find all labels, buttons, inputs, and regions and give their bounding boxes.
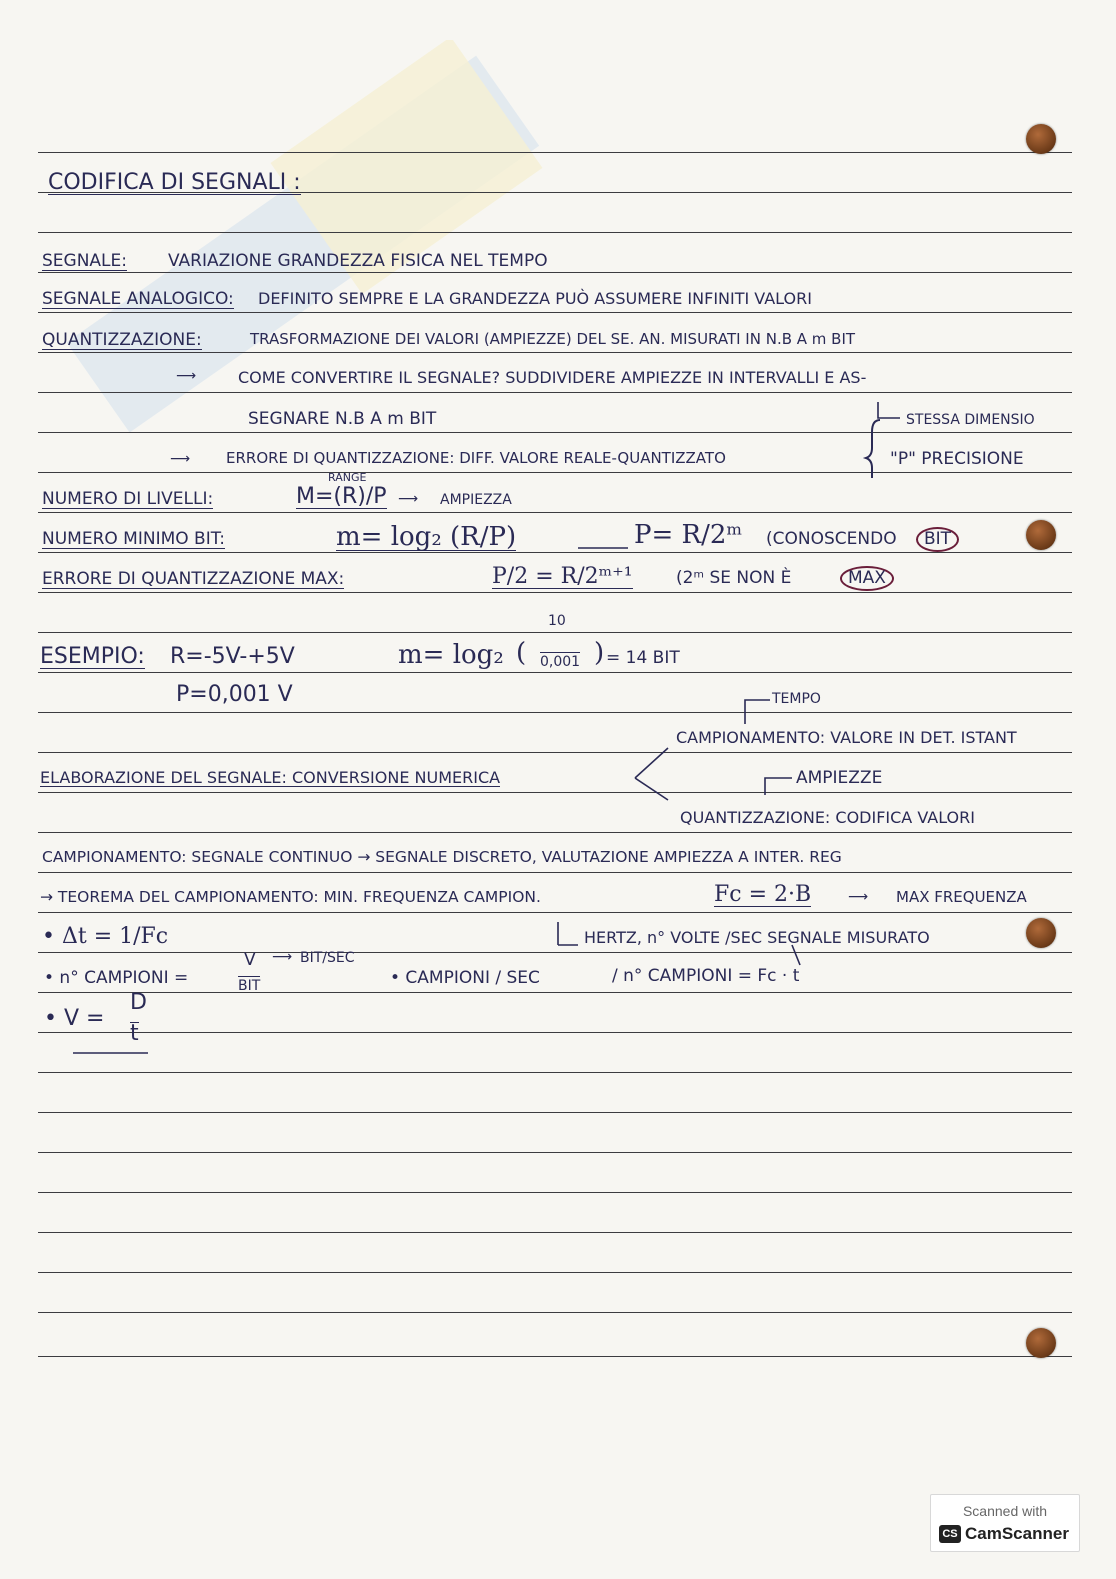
- bit-sec: BIT/SEC: [300, 950, 355, 966]
- v-eq: • V =: [44, 1006, 105, 1031]
- tempo-note: TEMPO: [772, 691, 821, 707]
- esempio-den: 0,001: [540, 654, 581, 670]
- v-over-bit-num: V: [244, 950, 256, 970]
- camscanner-badge: [930, 1494, 1080, 1552]
- v-over-bit-den: BIT: [238, 978, 261, 994]
- p-precisione: "P" PRECISIONE: [890, 449, 1024, 469]
- n-campioni-fc: / n° CAMPIONI = Fc · t: [612, 966, 800, 986]
- p-formula: P= R/2ᵐ: [634, 520, 743, 550]
- esempio-label: ESEMPIO:: [40, 644, 145, 669]
- errore-quant-def: ERRORE DI QUANTIZZAZIONE: DIFF. VALORE REALE-QUANTIZZATO: [226, 449, 726, 467]
- esempio-p: P=0,001 V: [176, 682, 293, 707]
- max-frequenza: MAX FREQUENZA: [896, 888, 1027, 906]
- segnare-line: SEGNARE N.B A m BIT: [248, 409, 437, 429]
- come-convertire: COME CONVERTIRE IL SEGNALE? SUDDIVIDERE AMPIEZZE IN INTERVALLI E AS-: [238, 368, 867, 387]
- elaborazione-segnale: ELABORAZIONE DEL SEGNALE: CONVERSIONE NUMERICA: [40, 768, 501, 787]
- quant-codifica: QUANTIZZAZIONE: CODIFICA VALORI: [680, 808, 975, 827]
- se-non-e: (2ᵐ SE NON È: [676, 568, 792, 588]
- bit-circled: BIT: [916, 527, 959, 552]
- camscanner-logo-icon: CS: [939, 1525, 961, 1543]
- scanned-with-text: Scanned with: [962, 1503, 1048, 1519]
- max-circled: MAX: [840, 566, 894, 591]
- errore-max-formula: P/2 = R/2ᵐ⁺¹: [492, 564, 633, 589]
- esempio-num: 10: [548, 613, 566, 629]
- numero-livelli-label: NUMERO DI LIVELLI:: [42, 489, 214, 509]
- notebook-page: CODIFICA DI SEGNALI : SEGNALE: VARIAZIONE GRANDEZZA FISICA NEL TEMPO SEGNALE ANALOGICO: DEFINITO SEMPRE E LA GRANDEZZA PUÒ ASSUMERE INFINITI VALORI QUANTIZZAZIONE: TRASFORMAZIONE DEI VALORI (AMPIEZZE) DEL SE. AN. MISURATI IN N.B A m BIT ⟶ COME CONVERTIRE IL SEGNALE? SUDDIVIDERE AMPIEZZE IN INTERVALLI E AS- SEGNARE N.B A m BIT STESSA DIMENSIO ⟶ ERRORE DI QUANTIZZAZIONE: DIFF. VALORE REALE-QUANTIZZATO "P" PRECISIONE NUMERO DI LIVELLI: RANGE M=(R)/P ⟶ AMPIEZZA NUMERO MINIMO BIT: m= log₂ (R/P) P= R/2ᵐ (CONOSCENDO BIT ERRORE DI QUANTIZZAZIONE MAX: P/2 = R/2ᵐ⁺¹ (2ᵐ SE NON È MAX ESEMPIO: R=-5V-+5V P=0,001 V m= log₂ ( 10 0,001 ) = 14 BIT TEMPO CAMPIONAMENTO: VALORE IN DET. ISTANT ELABORAZIONE DEL SEGNALE: CONVERSIONE NUMERICA AMPIEZZE QUANTIZZAZIONE: CODIFICA VALORI CAMPIONAMENTO: SEGNALE CONTINUO → SEGNALE DISCRETO, VALUTAZIONE AMPIEZZA A INTER. REG → TEOREMA DEL CAMPIONAMENTO: MIN. FREQUENZA CAMPION. Fc = 2·B ⟶ MAX FREQUENZA • Δt = 1/Fc HERTZ, n° VOLTE /SEC SEGNALE MISURATO ⟶ BIT/SEC • n° CAMPIONI = V BIT • CAMPIONI / SEC / n° CAMPIONI = Fc · t • V = D t Scanned with CS CamScanner: [0, 0, 1116, 1579]
- campioni-sec: • CAMPIONI / SEC: [390, 968, 540, 988]
- ampiezza-note: AMPIEZZA: [440, 492, 512, 508]
- def-analogico-label: SEGNALE ANALOGICO:: [42, 289, 234, 309]
- esempio-r: R=-5V-+5V: [170, 644, 295, 669]
- stessa-dimensione: STESSA DIMENSIO: [906, 412, 1035, 428]
- errore-max-label: ERRORE DI QUANTIZZAZIONE MAX:: [42, 569, 345, 589]
- esempio-result: = 14 BIT: [606, 648, 680, 668]
- def-segnale-label: SEGNALE:: [42, 251, 127, 271]
- delta-t: • Δt = 1/Fc: [42, 924, 169, 949]
- def-quant-text: TRASFORMAZIONE DEI VALORI (AMPIEZZE) DEL SE. AN. MISURATI IN N.B A m BIT: [250, 330, 856, 348]
- page-title: CODIFICA DI SEGNALI :: [48, 170, 301, 195]
- camscanner-name: CamScanner: [965, 1524, 1069, 1543]
- ampiezze-note: AMPIEZZE: [796, 768, 883, 788]
- esempio-m: m= log₂: [398, 640, 504, 670]
- range-note: RANGE: [328, 471, 367, 484]
- n-campioni-label: • n° CAMPIONI =: [44, 968, 189, 988]
- campionamento-line: CAMPIONAMENTO: SEGNALE CONTINUO → SEGNALE DISCRETO, VALUTAZIONE AMPIEZZA A INTER. REG: [42, 848, 842, 866]
- numero-livelli-formula: M=(R)/P: [296, 484, 387, 509]
- numero-min-bit-formula: m= log₂ (R/P): [336, 522, 517, 552]
- conoscendo: (CONOSCENDO: [766, 529, 897, 549]
- teorema-line: → TEOREMA DEL CAMPIONAMENTO: MIN. FREQUENZA CAMPION.: [40, 888, 541, 906]
- hertz-note: HERTZ, n° VOLTE /SEC SEGNALE MISURATO: [584, 928, 930, 947]
- v-num: D: [130, 990, 147, 1015]
- numero-min-bit-label: NUMERO MINIMO BIT:: [42, 529, 225, 549]
- v-den: t: [130, 1021, 139, 1046]
- fc-formula: Fc = 2·B: [714, 882, 812, 907]
- def-segnale-text: VARIAZIONE GRANDEZZA FISICA NEL TEMPO: [168, 251, 548, 271]
- def-analogico-text: DEFINITO SEMPRE E LA GRANDEZZA PUÒ ASSUMERE INFINITI VALORI: [258, 289, 812, 308]
- def-quant-label: QUANTIZZAZIONE:: [42, 330, 202, 350]
- campionamento-def: CAMPIONAMENTO: VALORE IN DET. ISTANT: [676, 728, 1017, 747]
